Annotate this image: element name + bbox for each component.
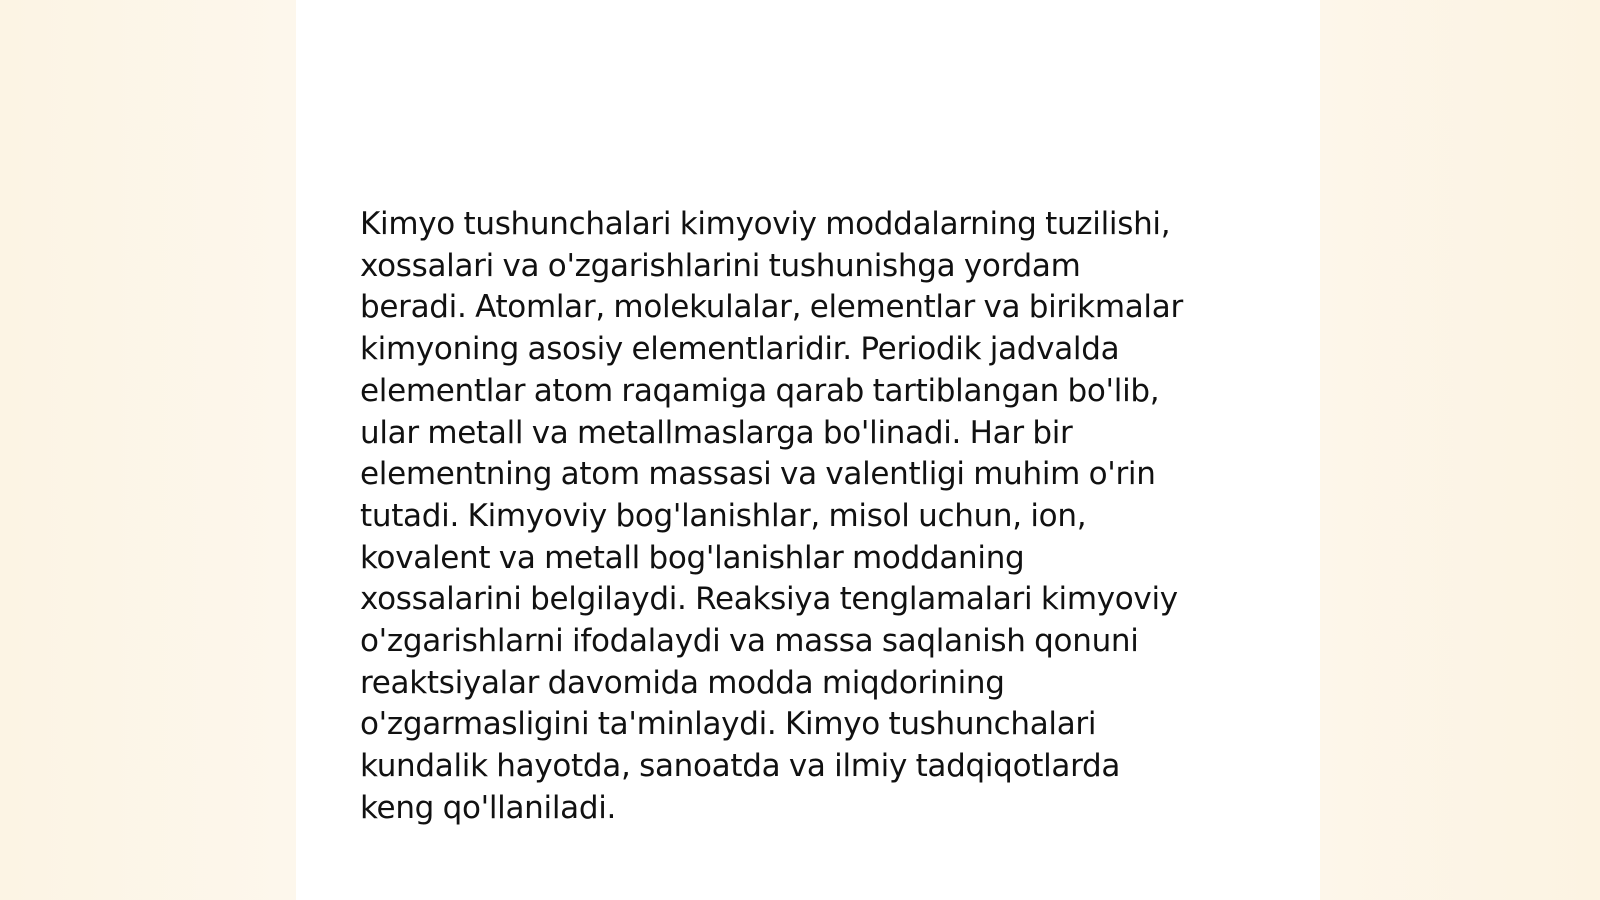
text-line: o'zgarmasligini ta'minlaydi. Kimyo tushunchalari xyxy=(360,706,1097,743)
text-line: ular metall va metallmaslarga bo'linadi. Har bir xyxy=(360,414,1073,451)
text-line: tutadi. Kimyoviy bog'lanishlar, misol uchun, ion, xyxy=(360,497,1087,534)
text-line: reaktsiyalar davomida modda miqdorining xyxy=(360,664,1005,701)
body-paragraph xyxy=(360,204,1240,830)
text-line: kimyoning asosiy elementlaridir. Periodik jadvalda xyxy=(360,331,1120,368)
text-line: keng qo'llaniladi. xyxy=(360,789,617,826)
text-line: xossalari va o'zgarishlarini tushunishga yordam xyxy=(360,247,1081,284)
text-line: kovalent va metall bog'lanishlar moddaning xyxy=(360,539,1025,576)
text-line: kundalik hayotda, sanoatda va ilmiy tadqiqotlarda xyxy=(360,748,1121,785)
text-line: beradi. Atomlar, molekulalar, elementlar va birikmalar xyxy=(360,289,1183,326)
text-line: elementlar atom raqamiga qarab tartiblangan bo'lib, xyxy=(360,372,1160,409)
text-line: elementning atom massasi va valentligi muhim o'rin xyxy=(360,456,1156,493)
text-line: xossalarini belgilaydi. Reaksiya tenglamalari kimyoviy xyxy=(360,581,1178,618)
document-page xyxy=(296,0,1320,900)
text-line: o'zgarishlarni ifodalaydi va massa saqlanish qonuni xyxy=(360,623,1139,660)
text-line: Kimyo tushunchalari kimyoviy moddalarning tuzilishi, xyxy=(360,206,1171,242)
